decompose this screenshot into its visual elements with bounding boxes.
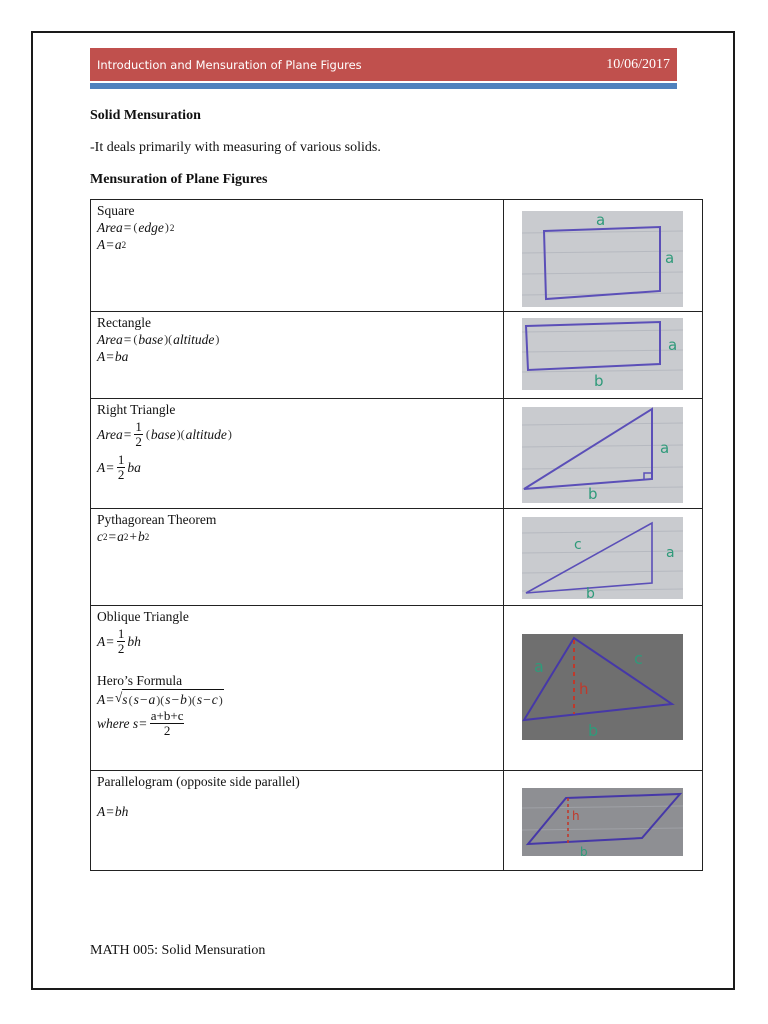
formula-var: A	[97, 804, 106, 819]
fraction	[134, 420, 143, 449]
photo-cell	[504, 771, 703, 871]
formula-word: where	[97, 716, 130, 731]
formula-var: A	[97, 237, 106, 252]
photo-cell	[504, 200, 703, 312]
formula-var: s	[133, 692, 139, 707]
formula-var: Area	[97, 427, 123, 442]
rectangle-sketch-photo	[522, 318, 683, 390]
formula-var: A	[97, 460, 106, 475]
sketch-label: b	[580, 845, 588, 856]
formula-var: bh	[114, 804, 129, 819]
header-title: Introduction and Mensuration of Plane Figures	[97, 57, 362, 72]
formula-var: s	[196, 692, 203, 707]
fraction	[150, 709, 185, 738]
figure-name: Pythagorean Theorem	[97, 512, 217, 527]
fraction-numerator: 1	[117, 626, 125, 641]
sketch-label: a	[660, 439, 670, 457]
formula-line: Area = $\frac{1}{2}$ ( base )( altitude )	[97, 419, 232, 449]
formula-var: Area	[97, 220, 123, 235]
formula-cell	[91, 200, 504, 312]
header-date: 10/06/2017	[606, 56, 670, 72]
formula-line: where s = $\frac{a+b+c}{2}$	[97, 708, 184, 738]
table-row	[91, 312, 703, 399]
fraction-numerator: 1	[135, 419, 142, 434]
fraction-denominator: 2	[135, 434, 142, 449]
formula-var: altitude	[185, 427, 227, 442]
page-footer: MATH 005: Solid Mensuration	[90, 943, 266, 958]
formula-line: A = √ s(s−a)(s−b)(s−c)	[97, 690, 223, 707]
sketch-label: b	[594, 372, 604, 390]
sketch-label: b	[588, 485, 598, 503]
pythagorean-sketch-photo	[522, 517, 683, 599]
formula-var: s	[165, 692, 171, 707]
formula-line: A = a 2	[97, 237, 127, 252]
fraction-numerator: a+b+c	[150, 708, 184, 723]
fraction-denominator: 2	[117, 467, 125, 482]
sketch-label: a	[665, 249, 675, 267]
figure-name: Square	[97, 203, 135, 218]
square-root: √ s(s−a)(s−b)(s−c)	[114, 690, 223, 707]
formula-line: A = $\frac{1}{2}$ ba	[97, 452, 141, 482]
sketch-label: b	[588, 721, 599, 740]
figure-name: Right Triangle	[97, 402, 176, 417]
section-title: Solid Mensuration	[90, 108, 201, 123]
formula-cell	[91, 606, 504, 771]
formula-var: altitude	[173, 332, 215, 347]
parallelogram-sketch-photo	[522, 788, 683, 856]
subsection-title: Mensuration of Plane Figures	[90, 172, 268, 187]
heros-formula-title: Hero’s Formula	[97, 673, 183, 688]
figure-name: Rectangle	[97, 315, 151, 330]
photo-cell	[504, 312, 703, 399]
formula-var: A	[97, 634, 106, 649]
formula-cell	[91, 399, 504, 509]
figure-name: Parallelogram (opposite side parallel)	[97, 774, 300, 789]
fraction	[117, 627, 126, 656]
formula-var: b	[138, 529, 145, 544]
running-header	[90, 48, 677, 81]
formula-var: a	[148, 692, 156, 707]
sketch-label: a	[534, 657, 544, 676]
figure-name: Oblique Triangle	[97, 609, 189, 624]
sketch-label: a	[668, 336, 678, 354]
formula-var: a	[117, 529, 124, 544]
oblique-triangle-sketch-photo	[522, 634, 683, 740]
formula-var: ba	[114, 349, 129, 364]
fraction-denominator: 2	[163, 723, 171, 738]
table-row	[91, 509, 703, 606]
formula-line: c 2 = a 2 + b 2	[97, 529, 150, 544]
square-sketch-photo	[522, 211, 683, 307]
table-row	[91, 399, 703, 509]
fraction-denominator: 2	[117, 641, 125, 656]
formula-var: c	[211, 692, 218, 707]
sketch-label: c	[634, 649, 643, 668]
sketch-label: a	[666, 545, 675, 561]
formula-line: A = bh	[97, 804, 129, 819]
fraction-numerator: 1	[117, 452, 125, 467]
right-triangle-sketch-photo	[522, 407, 683, 503]
formula-var: base	[138, 332, 164, 347]
formula-var: ba	[127, 460, 141, 475]
figures-table	[90, 199, 703, 871]
formula-cell	[91, 771, 504, 871]
table-row	[91, 200, 703, 312]
sketch-label: h	[572, 809, 580, 823]
formula-var: b	[180, 692, 187, 707]
sketch-label: h	[579, 680, 589, 698]
table-row	[91, 771, 703, 871]
formula-var: A	[97, 691, 106, 707]
fraction	[117, 453, 126, 482]
formula-var: bh	[127, 634, 141, 649]
formula-var: a	[114, 237, 122, 252]
formula-line: Area = ( base )( altitude )	[97, 332, 220, 347]
formula-var: A	[97, 349, 106, 364]
formula-line: A = $\frac{1}{2}$ bh	[97, 626, 141, 656]
formula-cell	[91, 509, 504, 606]
formula-var: s	[122, 692, 128, 707]
formula-var: base	[150, 427, 176, 442]
sketch-label: b	[586, 586, 595, 599]
formula-line: A = ba	[97, 349, 129, 364]
sketch-label: c	[574, 537, 582, 553]
intro-text: -It deals primarily with measuring of various solids.	[90, 140, 381, 155]
formula-var: s	[132, 716, 139, 731]
table-row	[91, 606, 703, 771]
formula-var: Area	[97, 332, 123, 347]
photo-cell	[504, 399, 703, 509]
sketch-label: a	[596, 211, 606, 229]
formula-cell	[91, 312, 504, 399]
formula-var: c	[97, 529, 103, 544]
photo-cell	[504, 509, 703, 606]
header-rule	[90, 83, 677, 89]
photo-cell	[504, 606, 703, 771]
formula-var: edge	[138, 220, 164, 235]
formula-line: Area = ( edge ) 2	[97, 220, 175, 235]
